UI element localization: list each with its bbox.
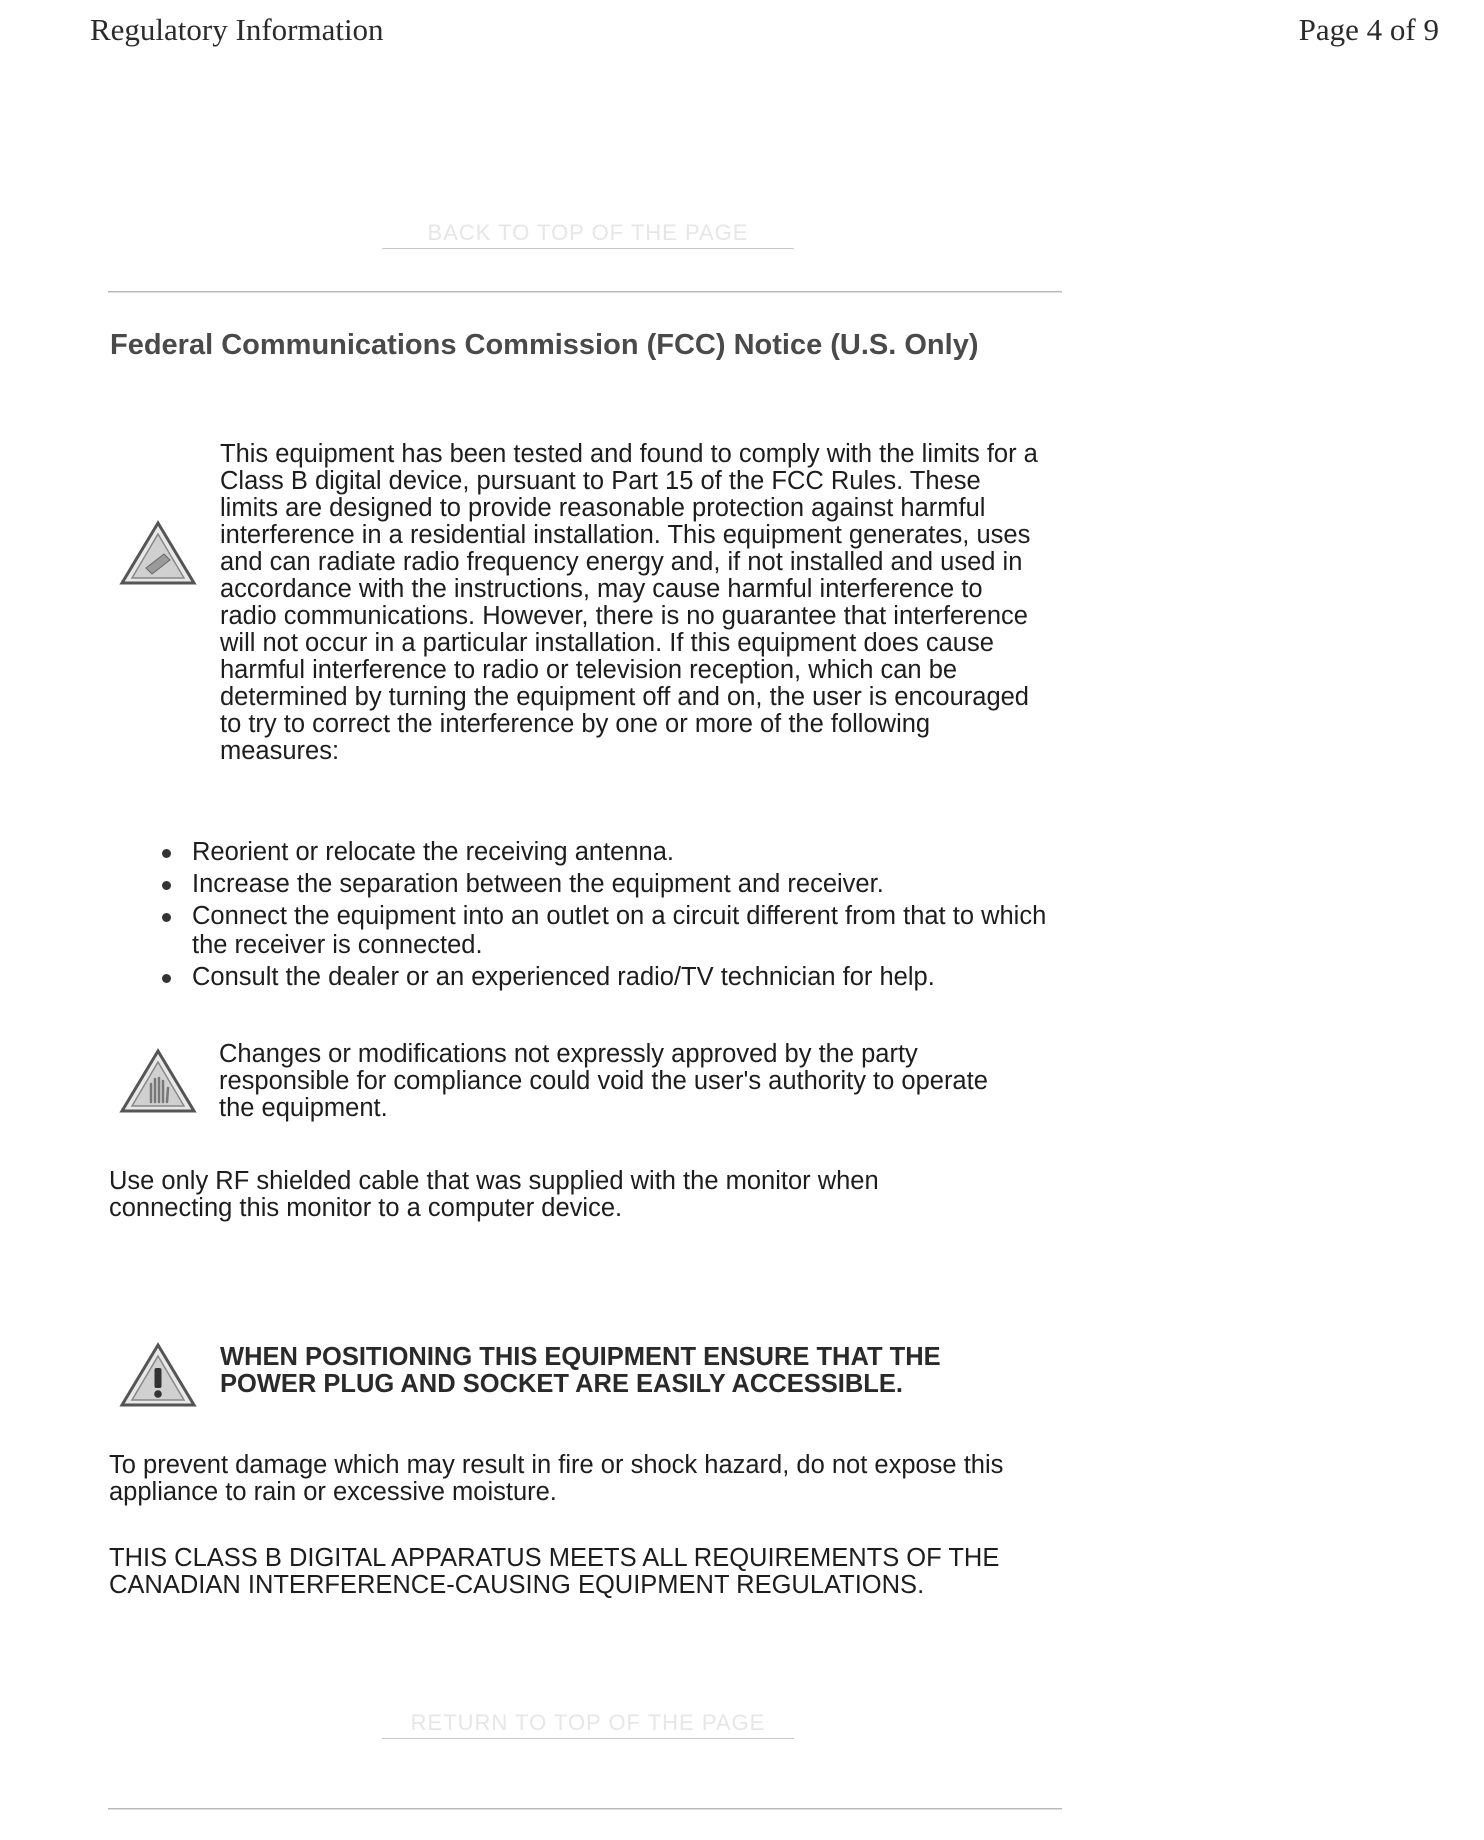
bullet-icon — [162, 974, 171, 983]
shielded-cable-paragraph: Use only RF shielded cable that was supplied with the monitor when connecting this monitor to a computer device. — [109, 1167, 879, 1222]
fcc-compliance-paragraph: This equipment has been tested and found to comply with the limits for a Class B digital device, pursuant to Part 15 of the FCC Rules. These limits are designed to provide reasonable protection against harmful interference in a residential installation. This equipment generates, uses and can radiate radio frequency energy and, if not installed and used in accordance with the instructions, may cause harmful interference to radio communications. However, there is no guarantee that interference will not occur in a particular installation. If this equipment does cause harmful interference to radio or television reception, which can be determined by turning the equipment off and on, the user is encouraged to try to correct the interference by one or more of the following measures: — [220, 440, 1038, 765]
back-to-top-link[interactable]: BACK TO TOP OF THE PAGE — [382, 220, 794, 249]
bullet-icon — [162, 913, 171, 922]
divider — [108, 291, 1062, 293]
canadian-compliance-paragraph: THIS CLASS B DIGITAL APPARATUS MEETS ALL REQUIREMENTS OF THE CANADIAN INTERFERENCE-CAUSING EQUIPMENT REGULATIONS. — [109, 1544, 1000, 1599]
power-plug-warning: WHEN POSITIONING THIS EQUIPMENT ENSURE THAT THE POWER PLUG AND SOCKET ARE EASILY ACCESSIBLE. — [220, 1343, 941, 1398]
section-heading: Federal Communications Commission (FCC) Notice (U.S. Only) — [110, 329, 979, 361]
page-number: Page 4 of 9 — [1298, 12, 1439, 47]
list-item: Consult the dealer or an experienced radio/TV technician for help. — [160, 963, 1060, 992]
modifications-paragraph: Changes or modifications not expressly approved by the party responsible for compliance could void the user's authority to operate the equipment. — [219, 1040, 988, 1122]
divider — [108, 1808, 1062, 1810]
return-to-top-link[interactable]: RETURN TO TOP OF THE PAGE — [382, 1710, 794, 1739]
warning-exclamation-icon — [118, 1340, 198, 1410]
list-item: Connect the equipment into an outlet on a circuit different from that to which the receiver is connected. — [160, 902, 1060, 960]
list-item: Increase the separation between the equipment and receiver. — [160, 870, 1060, 899]
bullet-icon — [162, 849, 171, 858]
measures-list — [160, 838, 1060, 995]
bullet-icon — [162, 881, 171, 890]
list-item: Reorient or relocate the receiving antenna. — [160, 838, 1060, 867]
moisture-paragraph: To prevent damage which may result in fire or shock hazard, do not expose this appliance to rain or excessive moisture. — [109, 1451, 1004, 1506]
caution-note-icon — [118, 518, 198, 588]
caution-hand-icon — [118, 1046, 198, 1116]
page-header-title: Regulatory Information — [90, 12, 384, 47]
